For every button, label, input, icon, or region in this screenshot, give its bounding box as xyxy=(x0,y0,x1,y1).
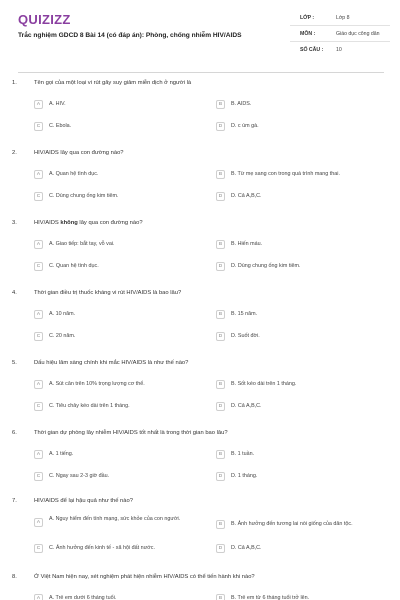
option-a[interactable] xyxy=(34,592,204,600)
option-c[interactable] xyxy=(34,260,204,274)
meta-row-subject xyxy=(290,26,390,42)
option-c[interactable] xyxy=(34,470,204,484)
meta-label: LỚP : xyxy=(300,15,315,21)
question-number: 3. xyxy=(12,220,17,226)
option-a[interactable] xyxy=(34,448,204,462)
question-number: 6. xyxy=(12,430,17,436)
question-text xyxy=(34,220,143,226)
option-text: C. Ảnh hưởng đến kinh tế - xã hội đất nước. xyxy=(49,545,155,551)
option-a[interactable] xyxy=(34,378,204,392)
option-letter: D xyxy=(216,262,225,271)
option-text: A. HIV. xyxy=(49,101,66,107)
option-text: C. Ngay sau 2-3 giờ đầu. xyxy=(49,473,110,479)
option-letter: A xyxy=(34,100,43,109)
option-b[interactable] xyxy=(216,98,386,112)
option-a[interactable] xyxy=(34,238,204,252)
option-text: D. Cả A,B,C. xyxy=(231,403,262,409)
worksheet-meta xyxy=(290,10,390,58)
option-d[interactable] xyxy=(216,400,386,414)
option-text: B. 1 tuần. xyxy=(231,451,255,457)
question-number: 1. xyxy=(12,80,17,86)
option-letter: B xyxy=(216,240,225,249)
question-text: Ở Việt Nam hiện nay, xét nghiệm phát hiện nhiễm HIV/AIDS có thể tiến hành khi nào? xyxy=(34,574,255,580)
option-letter: B xyxy=(216,310,225,319)
meta-value: Lớp 8 xyxy=(336,15,350,21)
option-text: C. Quan hệ tình dục. xyxy=(49,263,99,269)
option-b[interactable] xyxy=(216,518,386,532)
option-text: A. Nguy hiểm đến tính mạng, sức khỏe của con người. xyxy=(49,516,181,522)
option-letter: C xyxy=(34,332,43,341)
option-letter: B xyxy=(216,450,225,459)
option-letter: D xyxy=(216,402,225,411)
meta-row-question-count xyxy=(290,42,390,58)
meta-value: 10 xyxy=(336,47,342,53)
option-letter: D xyxy=(216,122,225,131)
option-text: B. Hiến máu. xyxy=(231,241,263,247)
meta-label: MÔN : xyxy=(300,31,316,37)
option-letter: C xyxy=(34,472,43,481)
option-letter: C xyxy=(34,192,43,201)
meta-label: SỐ CÂU : xyxy=(300,47,324,53)
option-c[interactable] xyxy=(34,120,204,134)
option-text: B. Sốt kéo dài trên 1 tháng. xyxy=(231,381,297,387)
option-d[interactable] xyxy=(216,470,386,484)
option-letter: D xyxy=(216,192,225,201)
option-d[interactable] xyxy=(216,542,386,556)
option-letter: D xyxy=(216,544,225,553)
option-c[interactable] xyxy=(34,330,204,344)
meta-value: Giáo dục công dân xyxy=(336,31,380,37)
option-letter: D xyxy=(216,332,225,341)
option-text: A. Giao tiếp: bắt tay, vỗ vai. xyxy=(49,241,115,247)
question-text: Thời gian dự phòng lây nhiễm HIV/AIDS tốt nhất là trong thời gian bao lâu? xyxy=(34,430,228,436)
option-c[interactable] xyxy=(34,400,204,414)
option-letter: C xyxy=(34,402,43,411)
option-text: A. Trẻ em dưới 6 tháng tuổi. xyxy=(49,595,117,600)
option-letter: B xyxy=(216,594,225,600)
option-text: D. Suốt đời. xyxy=(231,333,260,339)
option-letter: C xyxy=(34,262,43,271)
option-text: C. 20 năm. xyxy=(49,333,76,339)
option-d[interactable] xyxy=(216,120,386,134)
option-text: C. Dùng chung ống kim tiêm. xyxy=(49,193,119,199)
option-d[interactable] xyxy=(216,330,386,344)
quizizz-logo: QUIZIZZ xyxy=(18,12,71,27)
question-text: HIV/AIDS lây qua con đường nào? xyxy=(34,150,124,156)
option-b[interactable] xyxy=(216,308,386,322)
question-text: Thời gian điều trị thuốc kháng vi rút HIV/AIDS là bao lâu? xyxy=(34,290,182,296)
option-text: D. Cả A,B,C. xyxy=(231,545,262,551)
option-letter: C xyxy=(34,544,43,553)
question-number: 5. xyxy=(12,360,17,366)
option-letter: A xyxy=(34,240,43,249)
option-letter: B xyxy=(216,170,225,179)
meta-row-class xyxy=(290,10,390,26)
option-letter: A xyxy=(34,380,43,389)
option-d[interactable] xyxy=(216,260,386,274)
option-letter: B xyxy=(216,100,225,109)
option-text: B. 15 năm. xyxy=(231,311,258,317)
option-text: C. Ebola. xyxy=(49,123,72,129)
option-b[interactable] xyxy=(216,168,386,182)
option-text: B. Ảnh hưởng đến tương lai nòi giống của dân tộc. xyxy=(231,521,353,527)
question-text: HIV/AIDS để lại hậu quả như thế nào? xyxy=(34,498,133,504)
option-letter: A xyxy=(34,594,43,600)
option-text: D. Cả A,B,C. xyxy=(231,193,262,199)
option-letter: A xyxy=(34,450,43,459)
option-letter: A xyxy=(34,518,43,527)
option-text: D. c úm gà. xyxy=(231,123,259,129)
option-b[interactable] xyxy=(216,592,386,600)
option-letter: A xyxy=(34,170,43,179)
option-letter: B xyxy=(216,380,225,389)
question-text: Tên gọi của một loại vi rút gây suy giảm miễn dịch ở người là xyxy=(34,80,192,86)
option-text: A. Quan hệ tình dục. xyxy=(49,171,99,177)
option-a[interactable] xyxy=(34,168,204,182)
question-text-before: HIV/AIDS xyxy=(34,220,61,226)
option-letter: C xyxy=(34,122,43,131)
question-number: 4. xyxy=(12,290,17,296)
option-letter: B xyxy=(216,520,225,529)
question-number: 7. xyxy=(12,498,17,504)
option-text: A. 1 tiếng. xyxy=(49,451,74,457)
option-text: A. Sút cân trên 10% trọng lượng cơ thể. xyxy=(49,381,145,387)
option-text: B. Từ mẹ sang con trong quá trình mang thai. xyxy=(231,171,340,177)
option-text: B. Trẻ em từ 6 tháng tuổi trở lên. xyxy=(231,595,310,600)
question-number: 2. xyxy=(12,150,17,156)
option-text: C. Tiêu chảy kéo dài trên 1 tháng. xyxy=(49,403,130,409)
worksheet-title: Trắc nghiệm GDCD 8 Bài 14 (có đáp án): Phòng, chống nhiễm HIV/AIDS xyxy=(18,32,242,39)
option-letter: A xyxy=(34,310,43,319)
option-letter: D xyxy=(216,472,225,481)
option-c[interactable] xyxy=(34,542,204,556)
worksheet-header xyxy=(0,0,400,70)
option-text: B. AIDS. xyxy=(231,101,252,107)
option-b[interactable] xyxy=(216,448,386,462)
option-b[interactable] xyxy=(216,238,386,252)
option-d[interactable] xyxy=(216,190,386,204)
option-a[interactable] xyxy=(34,308,204,322)
question-text-after: lây qua con đường nào? xyxy=(77,220,143,226)
header-divider xyxy=(18,72,384,73)
option-a[interactable] xyxy=(34,98,204,112)
question-number: 8. xyxy=(12,574,17,580)
option-text: A. 10 năm. xyxy=(49,311,76,317)
option-text: D. 1 tháng. xyxy=(231,473,258,479)
option-c[interactable] xyxy=(34,190,204,204)
question-text: Dấu hiệu lâm sàng chính khi mắc HIV/AIDS là như thế nào? xyxy=(34,360,189,366)
question-text-emphasis: không xyxy=(60,220,78,226)
option-text: D. Dùng chung ống kim tiêm. xyxy=(231,263,301,269)
option-a[interactable] xyxy=(34,516,204,530)
option-b[interactable] xyxy=(216,378,386,392)
